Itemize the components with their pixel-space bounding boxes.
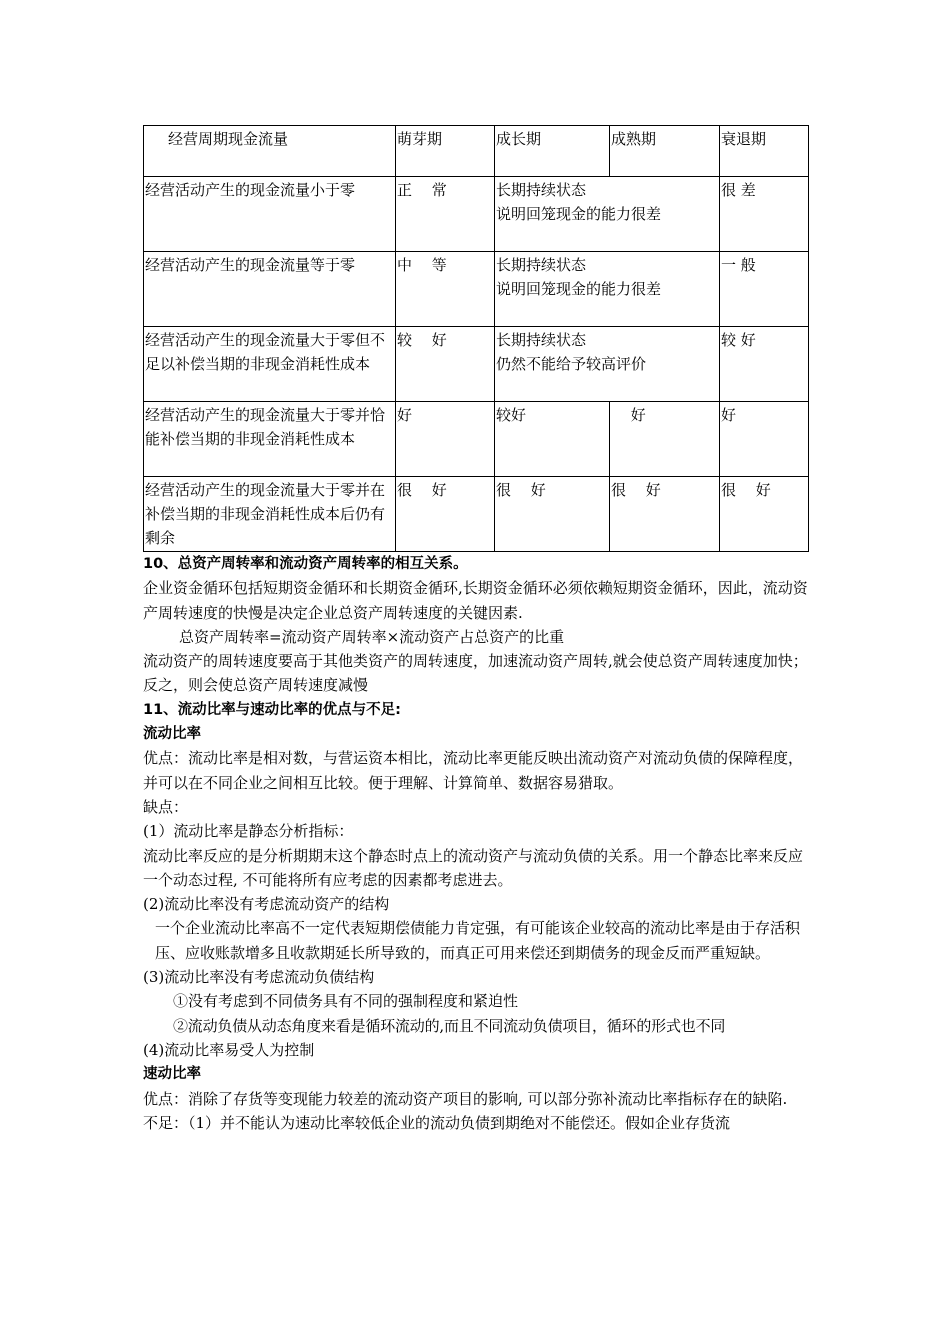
row-decline: 较 好	[720, 327, 809, 402]
row-decline: 好	[720, 402, 809, 477]
table-header-row	[144, 126, 809, 177]
table-row	[144, 477, 809, 552]
table-row	[144, 252, 809, 327]
paragraph: 流动资产的周转速度要高于其他类资产的周转速度，加速流动资产周转,就会使总资产周转速度加快；反之，则会使总资产周转速度减慢	[143, 652, 808, 695]
section-10-heading: 10、总资产周转率和流动资产周转率的相互关系。	[143, 556, 468, 572]
document-page	[143, 125, 808, 1135]
row-growth-mature: 长期持续状态 说明回笼现金的能力很差	[495, 177, 720, 252]
sub-item: ①没有考虑到不同债务具有不同的强制程度和紧迫性	[173, 992, 519, 1011]
row-decline: 一 般	[720, 252, 809, 327]
header-cell: 萌芽期	[396, 126, 495, 177]
list-item: (4)流动比率易受人为控制	[143, 1040, 315, 1059]
row-decline: 很 差	[720, 177, 809, 252]
list-item: (3)流动比率没有考虑流动负债结构	[143, 968, 375, 987]
table-row	[144, 327, 809, 402]
paragraph: 优点：流动比率是相对数，与营运资本相比，流动比率更能反映出流动资产对流动负债的保障程度，并可以在不同企业之间相互比较。便于理解、计算简单、数据容易猎取。	[143, 749, 804, 792]
row-sprout: 好	[396, 402, 495, 477]
table-row	[144, 177, 809, 252]
current-ratio-heading: 流动比率	[143, 726, 201, 743]
header-cell: 成熟期	[610, 126, 720, 177]
header-cell: 衰退期	[720, 126, 809, 177]
row-label: 经营活动产生的现金流量大于零并恰能补偿当期的非现金消耗性成本	[144, 402, 396, 477]
row-label: 经营活动产生的现金流量大于零并在补偿当期的非现金消耗性成本后仍有剩余	[144, 477, 396, 552]
cash-flow-table	[143, 125, 809, 552]
row-sprout: 正 常	[396, 177, 495, 252]
row-growth: 较好	[495, 402, 610, 477]
header-cell: 成长期	[495, 126, 610, 177]
table-row	[144, 402, 809, 477]
row-growth-mature: 长期持续状态 说明回笼现金的能力很差	[495, 252, 720, 327]
row-sprout: 中 等	[396, 252, 495, 327]
row-mature: 好	[610, 402, 720, 477]
formula: 总资产周转率=流动资产周转率×流动资产占总资产的比重	[179, 627, 565, 646]
paragraph: 流动比率反应的是分析期期末这个静态时点上的流动资产与流动负债的关系。用一个静态比率来反应一个动态过程, 不可能将所有应考虑的因素都考虑进去。	[143, 846, 804, 889]
list-item: (1）流动比率是静态分析指标：	[143, 822, 354, 841]
quick-ratio-heading: 速动比率	[143, 1066, 201, 1083]
row-sprout: 很 好	[396, 477, 495, 552]
paragraph: 企业资金循环包括短期资金循环和长期资金循环,长期资金循环必须依赖短期资金循环，因此，流动资产周转速度的快慢是决定企业总资产周转速度的关键因素.	[143, 579, 808, 622]
paragraph: 不足：（1）并不能认为速动比率较低企业的流动负债到期绝对不能偿还。假如企业存货流	[143, 1113, 731, 1132]
body-text	[143, 552, 808, 1135]
row-label: 经营活动产生的现金流量大于零但不足以补偿当期的非现金消耗性成本	[144, 327, 396, 402]
row-growth: 很 好	[495, 477, 610, 552]
list-item: (2)流动比率没有考虑流动资产的结构	[143, 895, 390, 914]
row-growth-mature: 长期持续状态 仍然不能给予较高评价	[495, 327, 720, 402]
row-label: 经营活动产生的现金流量小于零	[144, 177, 396, 252]
row-mature: 很 好	[610, 477, 720, 552]
paragraph: 优点：消除了存货等变现能力较差的流动资产项目的影响, 可以部分弥补流动比率指标存在的缺陷.	[143, 1089, 788, 1108]
row-sprout: 较 好	[396, 327, 495, 402]
sub-item: ②流动负债从动态角度来看是循环流动的,而且不同流动负债项目，循环的形式也不同	[173, 1016, 726, 1035]
section-11-heading: 11、流动比率与速动比率的优点与不足:	[143, 701, 401, 718]
paragraph: 一个企业流动比率高不一定代表短期偿债能力肯定强，有可能该企业较高的流动比率是由于存活积压、应收账款增多且收款期延长所导致的，而真正可用来偿还到期债务的现金反而严重短缺。	[155, 919, 801, 962]
header-cell: 经营周期现金流量	[144, 126, 396, 177]
row-label: 经营活动产生的现金流量等于零	[144, 252, 396, 327]
paragraph: 缺点：	[143, 797, 189, 816]
row-decline: 很 好	[720, 477, 809, 552]
